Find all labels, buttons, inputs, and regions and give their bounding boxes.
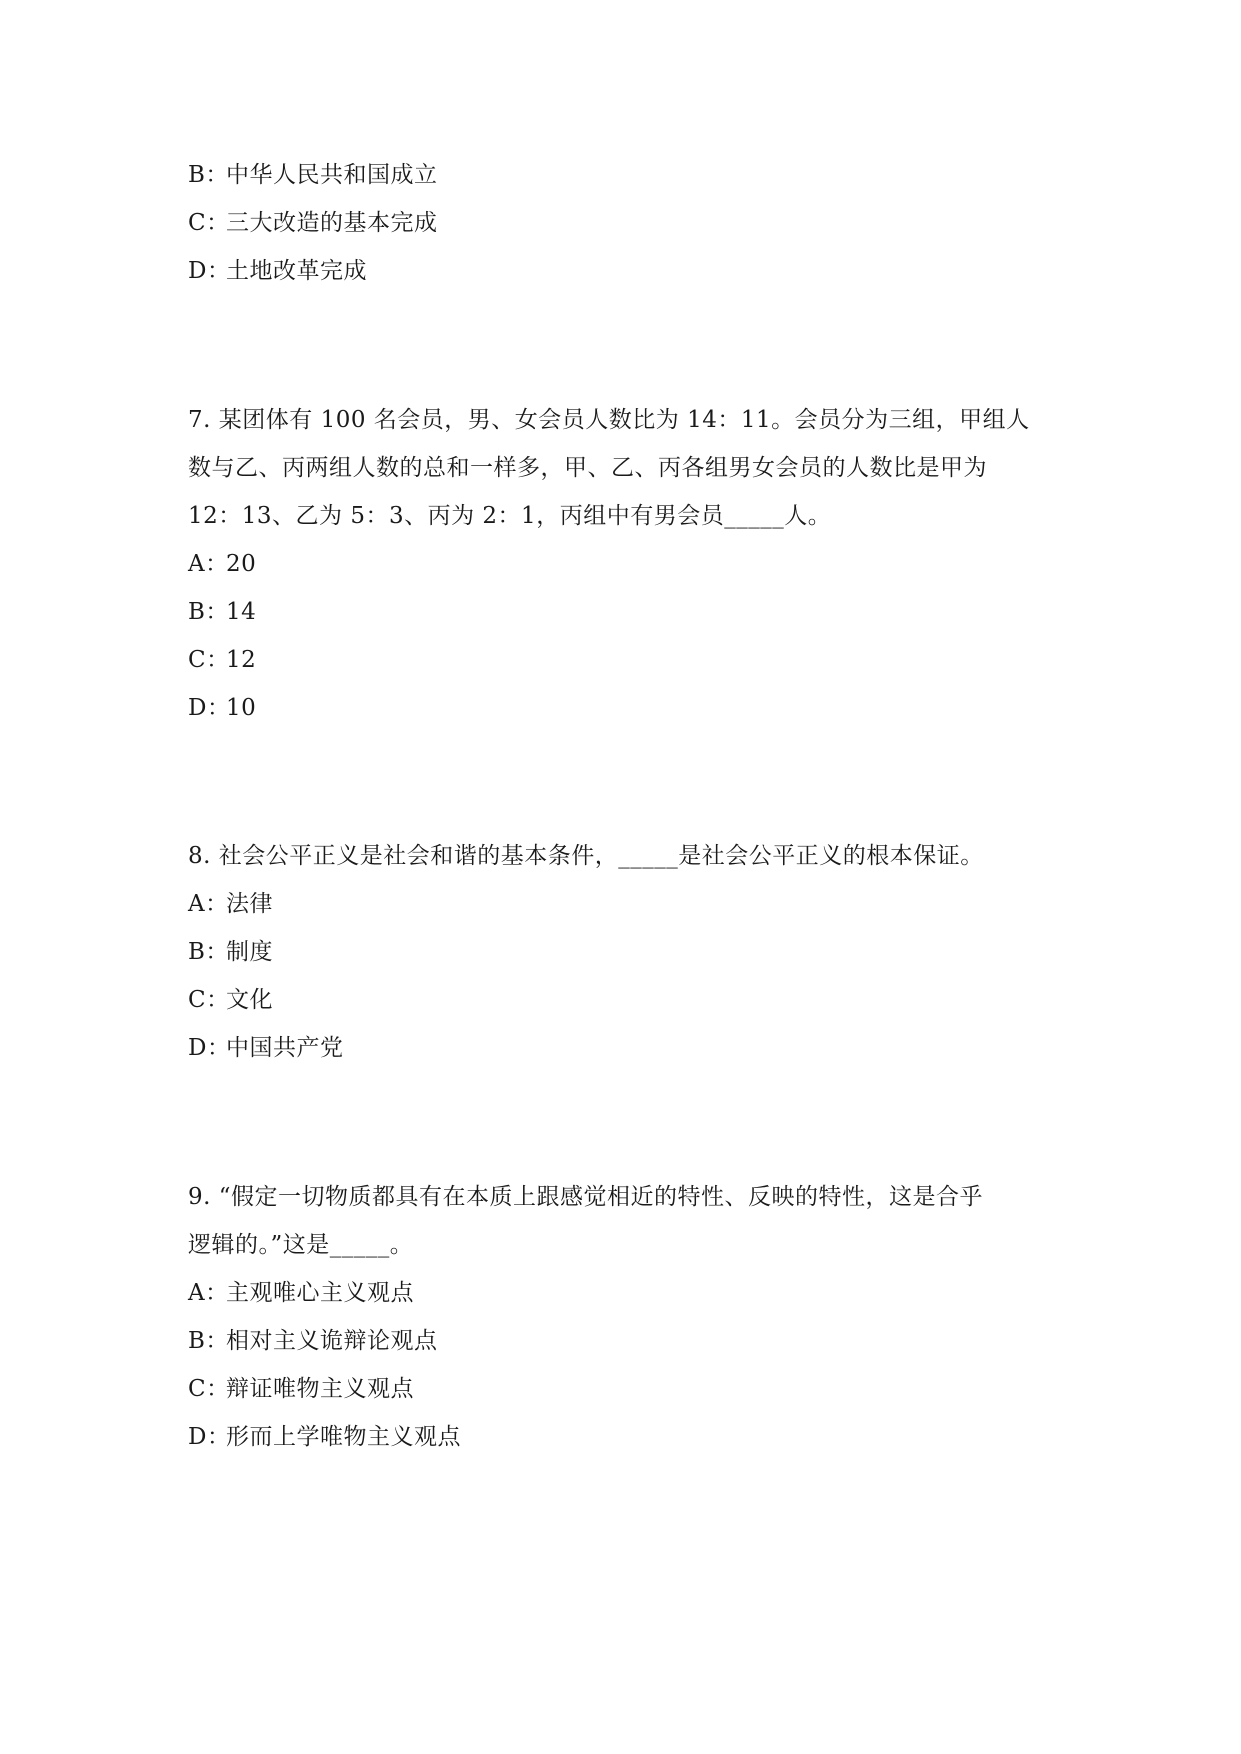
option-letter: D： bbox=[188, 1424, 231, 1450]
option-c bbox=[188, 985, 273, 1015]
option-letter: C： bbox=[188, 210, 230, 236]
option-letter: A： bbox=[188, 891, 229, 917]
option-c bbox=[188, 1374, 414, 1404]
option-text: 形而上学唯物主义观点 bbox=[226, 1424, 461, 1450]
option-c bbox=[188, 208, 438, 238]
option-c bbox=[188, 645, 256, 675]
option-text: 主观唯心主义观点 bbox=[226, 1280, 414, 1306]
option-letter: B： bbox=[188, 1328, 229, 1354]
option-letter: C： bbox=[188, 987, 230, 1013]
option-letter: A： bbox=[188, 1280, 229, 1306]
option-text: 制度 bbox=[226, 939, 273, 965]
option-letter: B： bbox=[188, 599, 229, 625]
question-7-line-2: 数与乙、丙两组人数的总和一样多，甲、乙、丙各组男女会员的人数比是甲为 bbox=[188, 455, 987, 481]
option-d bbox=[188, 256, 367, 286]
option-d bbox=[188, 1422, 461, 1452]
question-7-line-3: 12：13、乙为 5：3、丙为 2：1，丙组中有男会员_____人。 bbox=[188, 503, 832, 529]
question-8-line-1: 8. 社会公平正义是社会和谐的基本条件，_____是社会公平正义的根本保证。 bbox=[188, 843, 984, 869]
option-letter: A： bbox=[188, 551, 229, 577]
option-text: 文化 bbox=[226, 987, 273, 1013]
option-text: 相对主义诡辩论观点 bbox=[226, 1328, 438, 1354]
option-letter: D： bbox=[188, 695, 231, 721]
option-text: 14 bbox=[226, 599, 257, 625]
option-text: 10 bbox=[226, 695, 257, 721]
question-9-line-2: 逻辑的。”这是_____。 bbox=[188, 1232, 414, 1258]
option-letter: C： bbox=[188, 1376, 230, 1402]
option-text: 中国共产党 bbox=[226, 1035, 344, 1061]
option-text: 法律 bbox=[226, 891, 273, 917]
option-letter: D： bbox=[188, 1035, 231, 1061]
option-b bbox=[188, 597, 256, 627]
option-b bbox=[188, 160, 438, 190]
option-a bbox=[188, 1278, 414, 1308]
option-letter: D： bbox=[188, 258, 231, 284]
option-b bbox=[188, 937, 273, 967]
option-d bbox=[188, 1033, 344, 1063]
option-a bbox=[188, 549, 256, 579]
option-letter: C： bbox=[188, 647, 230, 673]
option-text: 中华人民共和国成立 bbox=[226, 162, 438, 188]
option-text: 辩证唯物主义观点 bbox=[226, 1376, 414, 1402]
option-letter: B： bbox=[188, 162, 229, 188]
option-d bbox=[188, 693, 256, 723]
option-b bbox=[188, 1326, 438, 1356]
option-letter: B： bbox=[188, 939, 229, 965]
question-9-line-1: 9. “假定一切物质都具有在本质上跟感觉相近的特性、反映的特性，这是合乎 bbox=[188, 1184, 984, 1210]
option-text: 12 bbox=[226, 647, 257, 673]
option-text: 三大改造的基本完成 bbox=[226, 210, 438, 236]
question-7-line-1: 7. 某团体有 100 名会员，男、女会员人数比为 14：11。会员分为三组，甲组人 bbox=[188, 407, 1030, 433]
option-text: 土地改革完成 bbox=[226, 258, 367, 284]
option-text: 20 bbox=[226, 551, 257, 577]
option-a bbox=[188, 889, 273, 919]
